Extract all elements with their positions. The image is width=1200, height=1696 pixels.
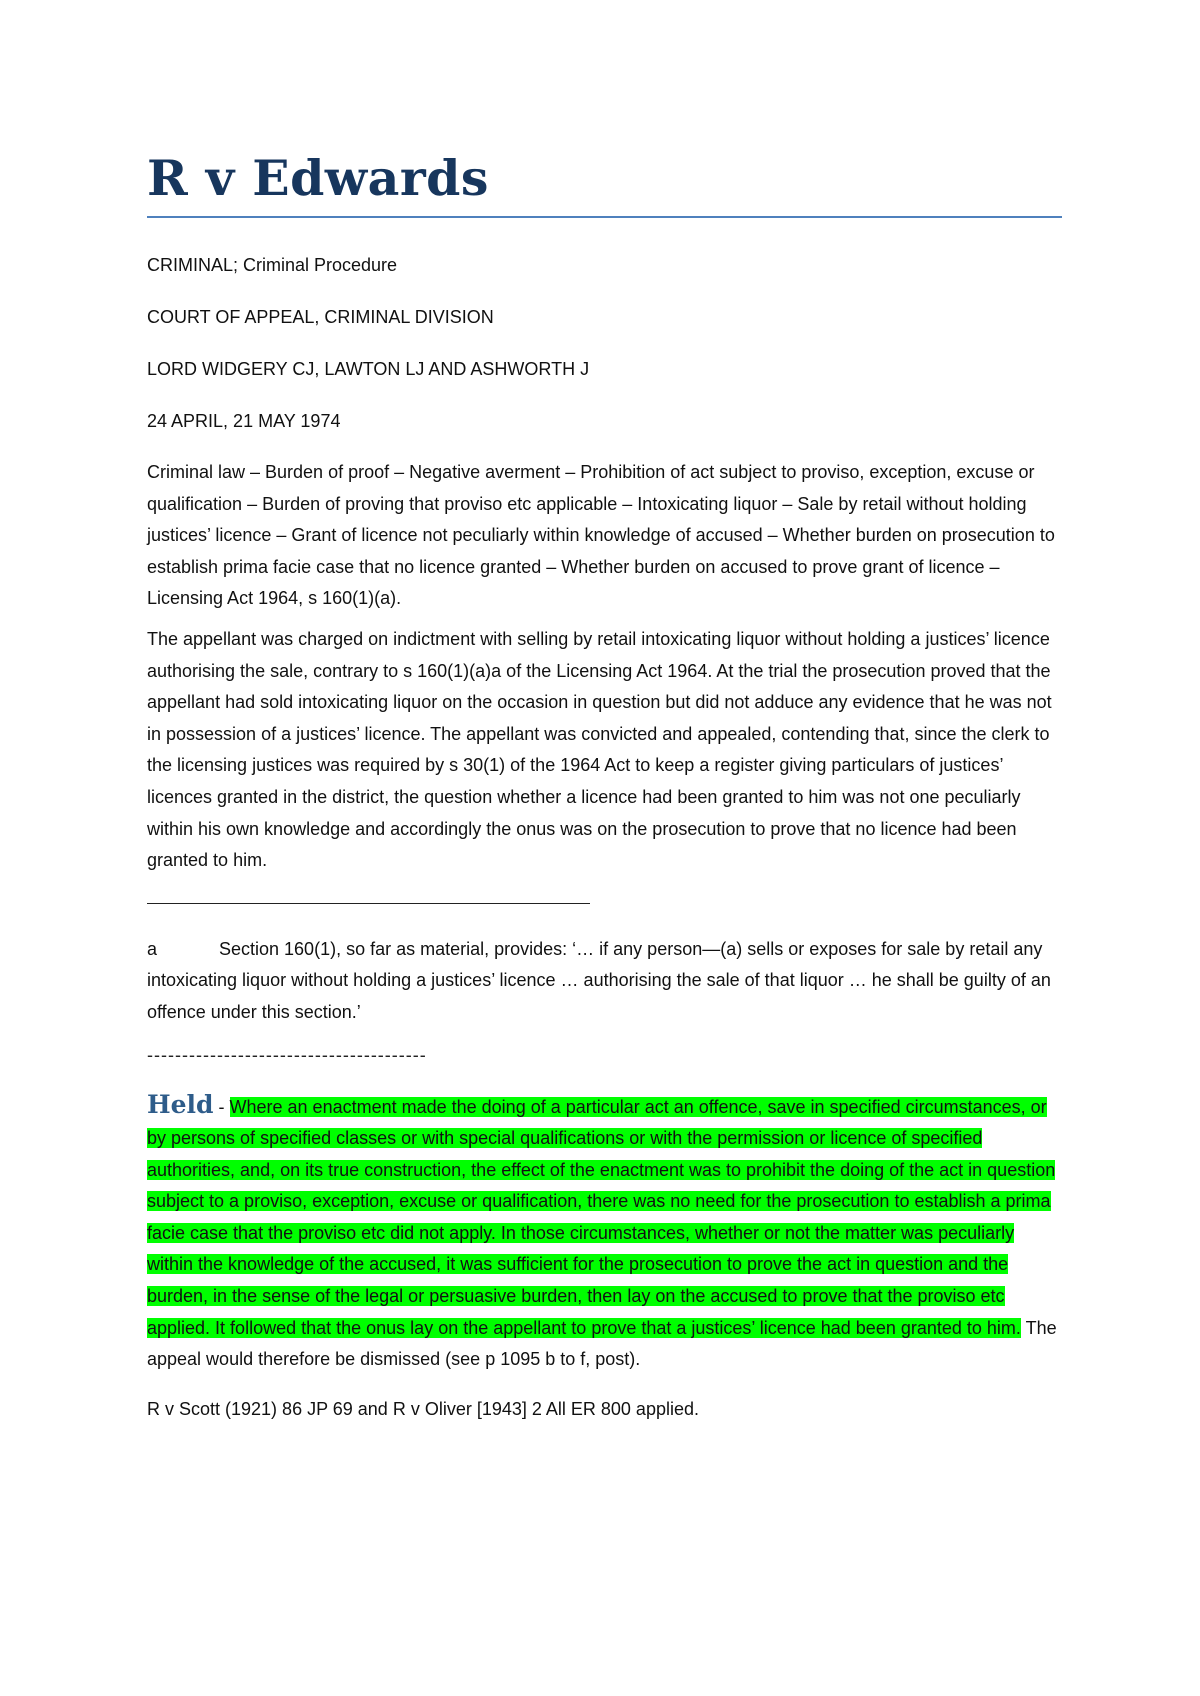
court-line: COURT OF APPEAL, CRIMINAL DIVISION <box>147 307 494 327</box>
catchwords-paragraph: Criminal law – Burden of proof – Negative averment – Prohibition of act subject to proviso, exception, excuse or qualification – Burden of proving that proviso etc applicable – Intoxicating liquor – Sale by retail without holding justices’ licence – Grant of licence not peculiarly within knowledge of accused – Whether burden on prosecution to establish prima facie case that no licence granted – Whether burden on accused to prove grant of licence – Licensing Act 1964, s 160(1)(a). <box>147 462 1055 609</box>
cases-applied-paragraph: R v Scott (1921) 86 JP 69 and R v Oliver [1943] 2 All ER 800 applied. <box>147 1398 699 1419</box>
footnote <box>147 934 1062 1029</box>
dashed-separator: ---------------------------------------- <box>147 1044 427 1065</box>
held-separator: - <box>213 1096 230 1117</box>
footnote-marker: a <box>147 938 158 959</box>
held-rest-text: The appeal would therefore be dismissed (see p 1095 b to f, post). <box>147 1317 1057 1370</box>
category-line: CRIMINAL; Criminal Procedure <box>147 255 398 275</box>
dates-line: 24 APRIL, 21 MAY 1974 <box>147 411 341 431</box>
facts-paragraph: The appellant was charged on indictment with selling by retail intoxicating liquor without holding a justices’ licence authorising the sale, contrary to s 160(1)(a)a of the Licensing Act 1964. At the trial the prosecution proved that the appellant had sold intoxicating liquor on the occasion in question but did not adduce any evidence that he was not in possession of a justices’ licence. The appellant was convicted and appealed, contending that, since the clerk to the licensing justices was required by s 30(1) of the 1964 Act to keep a register giving particulars of justices’ licences granted in the district, the question whether a licence had been granted to him was not one peculiarly within his own knowledge and accordingly the onus was on the prosecution to prove that no licence had been granted to him. <box>147 628 1052 871</box>
held-paragraph <box>147 1089 1062 1376</box>
document-title: R v Edwards <box>147 148 1062 218</box>
footnote-separator-rule <box>147 903 590 904</box>
footnote-text: Section 160(1), so far as material, provides: ‘… if any person—(a) sells or exposes for sale by retail any intoxicating liquor without holding a justices’ licence … authorising the sale of that liquor … he shall be guilty of an offence under this section.’ <box>147 938 1051 1022</box>
document-page <box>147 148 1062 1425</box>
held-label: Held <box>147 1089 214 1119</box>
judges-line: LORD WIDGERY CJ, LAWTON LJ AND ASHWORTH J <box>147 359 590 379</box>
held-highlighted-text: Where an enactment made the doing of a particular act an offence, save in specified circumstances, or by persons of specified classes or with special qualifications or with the permission or licence of specified authorities, and, on its true construction, the effect of the enactment was to prohibit the doing of the act in question subject to a proviso, exception, excuse or qualification, there was no need for the prosecution to establish a prima facie case that the proviso etc did not apply. In those circumstances, whether or not the matter was peculiarly within the knowledge of the accused, it was sufficient for the prosecution to prove the act in question and the burden, in the sense of the legal or persuasive burden, then lay on the accused to prove that the proviso etc applied. It followed that the onus lay on the appellant to prove that a justices’ licence had been granted to him. <box>147 1096 1056 1338</box>
